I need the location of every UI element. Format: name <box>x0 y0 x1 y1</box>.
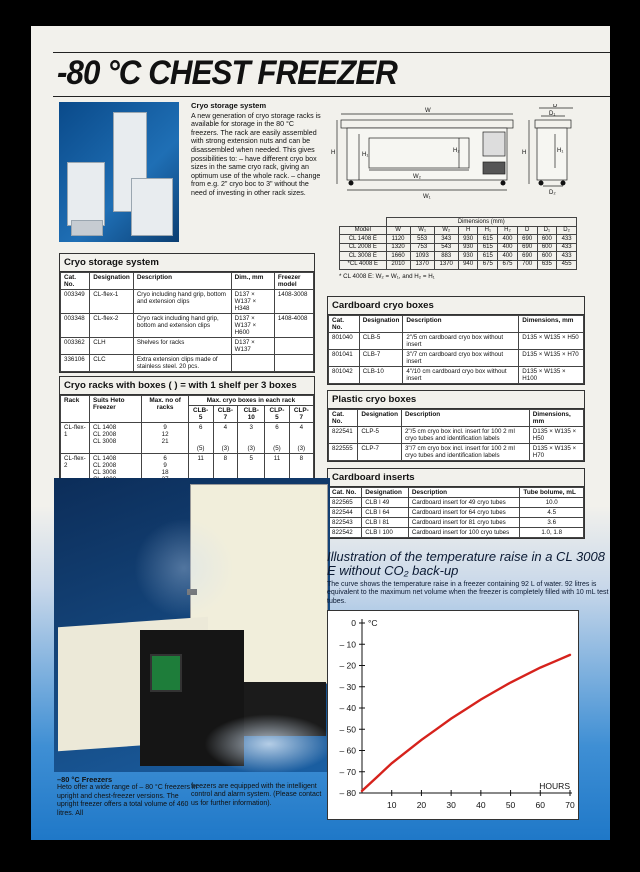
x-tick-label: 20 <box>416 800 427 810</box>
racks-cell-rack: CL-flex-2 <box>61 454 90 491</box>
dim-header: D <box>517 226 537 235</box>
racks-header-max: Max. no of racks <box>142 396 188 423</box>
racks-subheader: CLB-7 <box>213 406 238 423</box>
freezer-caption-heading: –80 °C Freezers <box>57 775 113 784</box>
y-tick-label: – 10 <box>339 639 356 650</box>
table-cell: CLB I 49 <box>362 498 409 508</box>
table-cell: 801042 <box>329 367 360 384</box>
table-cell: CLP-5 <box>358 427 402 444</box>
table-row <box>329 508 584 518</box>
table-cell: 336106 <box>61 355 90 372</box>
table-row <box>61 338 314 355</box>
racks-value-shelf: (3) <box>247 445 256 452</box>
table-header: Description <box>403 316 519 333</box>
dim-cell: 940 <box>458 260 478 269</box>
table-row <box>329 498 584 508</box>
y-tick-label: – 30 <box>339 681 356 692</box>
table-cell: D135 × W135 × H50 <box>529 427 583 444</box>
x-tick-label: 40 <box>476 800 486 810</box>
racks-cell-boxes <box>265 423 289 454</box>
dim-header: D₁ <box>537 226 557 235</box>
racks-value-main: 4 <box>299 424 304 431</box>
dim-header: Model <box>340 226 387 235</box>
racks-value-main: 6 <box>198 424 203 431</box>
table-cell: 10.0 <box>520 498 584 508</box>
dim-cell: 433 <box>557 243 577 252</box>
racks-cell-boxes <box>213 423 238 454</box>
dim-cell: 400 <box>498 235 518 244</box>
racks-subheader: CLP-5 <box>265 406 289 423</box>
intro-heading: Cryo storage system <box>191 101 267 110</box>
table-cell <box>231 355 274 372</box>
dim-cell: 2010 <box>386 260 410 269</box>
cardboard-boxes-table <box>328 315 584 384</box>
table-header: Cat. No. <box>61 273 90 290</box>
dim-label-w1: W₁ <box>423 194 431 200</box>
table-cell: Cardboard insert for 49 cryo tubes <box>408 498 520 508</box>
table-header: Dimensions, mm <box>519 316 584 333</box>
racks-value-shelf: (3) <box>297 445 306 452</box>
table-header: Cat. No. <box>329 316 360 333</box>
dimensions-table <box>339 217 577 270</box>
table-row <box>329 427 584 444</box>
dim-cell: 343 <box>434 235 458 244</box>
table-cell: 2"/5 cm cardboard cryo box without insert <box>403 333 519 350</box>
dim-cell: 615 <box>478 252 498 261</box>
table-cell: CLB-5 <box>359 333 403 350</box>
dim-cell: 675 <box>478 260 498 269</box>
table-cell: 4.5 <box>520 508 584 518</box>
racks-value-shelf: (5) <box>273 445 281 452</box>
table-cell: D135 × W135 × H70 <box>529 444 583 461</box>
table-cell: CL-flex-2 <box>90 314 134 338</box>
table-header: Designation <box>90 273 134 290</box>
racks-value-main: 11 <box>197 455 204 462</box>
racks-value-main: 11 <box>273 455 281 462</box>
dim-cell: 433 <box>557 235 577 244</box>
table-cell: 822543 <box>329 518 362 528</box>
intro-text-block <box>191 102 323 198</box>
x-tick-label: 50 <box>505 800 516 810</box>
dim-cell: CL 3008 E <box>340 252 387 261</box>
table-row <box>61 355 314 372</box>
racks-cell-boxes <box>188 423 213 454</box>
dim-cell: CL 2008 E <box>340 243 387 252</box>
dim-cell: 400 <box>498 243 518 252</box>
table-cell: 3.6 <box>520 518 584 528</box>
table-cell: 822541 <box>329 427 358 444</box>
table-header: Cat. No. <box>329 410 358 427</box>
cardboard-boxes-table-box <box>327 296 585 385</box>
top-rule <box>53 52 610 53</box>
y-tick-label: – 60 <box>339 745 356 756</box>
dim-cell: *CL 4008 E <box>340 260 387 269</box>
dim-label-w: W <box>425 108 431 114</box>
illustration-title: Illustration of the temperature raise in a CL 3008 E without CO₂ back-up <box>327 549 605 578</box>
dim-cell: 1370 <box>410 260 434 269</box>
rack-base-image <box>71 220 103 236</box>
table-cell: CLB-10 <box>359 367 403 384</box>
cryo-rack-photo <box>59 102 179 242</box>
dim-cell: 753 <box>410 243 434 252</box>
temperature-chart-box <box>327 610 579 820</box>
racks-value-main: 8 <box>299 455 304 462</box>
x-tick-label: 70 <box>565 800 575 810</box>
y-tick-label: – 70 <box>339 766 356 777</box>
dim-row <box>340 235 577 244</box>
table-header: Tube bolume, mL <box>520 488 584 498</box>
dim-cell: 883 <box>434 252 458 261</box>
x-tick-label: 60 <box>535 800 546 810</box>
racks-cell-max: 9 12 21 <box>142 423 188 454</box>
table-cell: 003362 <box>61 338 90 355</box>
freezer-caption <box>57 776 199 818</box>
dim-cell: 930 <box>458 235 478 244</box>
dimensions-note: * CL 4008 E: W₂ = W₁, and H₂ = H₁ <box>339 273 435 280</box>
table-cell: Cryo rack including hand grip, bottom and extension clips <box>133 314 231 338</box>
table-cell: CLH <box>90 338 134 355</box>
dim-cell: 615 <box>478 243 498 252</box>
short-rack-image <box>67 162 105 226</box>
dim-header: W₁ <box>410 226 434 235</box>
table-cell: CL-flex-1 <box>90 290 134 314</box>
table-row <box>329 333 584 350</box>
dim-cell: 690 <box>517 252 537 261</box>
freezer-caption-col2: freezers are equipped with the intelligent control and alarm system. (Please contact us for further information). <box>191 783 322 807</box>
temperature-curve <box>362 655 570 791</box>
table-cell: 801041 <box>329 350 360 367</box>
table-cell <box>274 355 313 372</box>
y-tick-label: – 50 <box>339 724 356 735</box>
y-tick-label: – 80 <box>339 788 356 798</box>
dim-cell: 1660 <box>386 252 410 261</box>
table-cell: D137 × W137 × H348 <box>231 290 274 314</box>
dim-cell: 553 <box>410 235 434 244</box>
dim-cell: 1093 <box>410 252 434 261</box>
dim-row <box>340 252 577 261</box>
table-header: Designation <box>359 316 403 333</box>
illustration-text: The curve shows the temperature raise in a freezer containing 92 L of water. 92 litres is equivalent to the maximum net volume when the freezer is completely filled with 10 mL test tubes. <box>327 581 609 605</box>
dim-header: D₂ <box>557 226 577 235</box>
table-row <box>61 290 314 314</box>
dim-cell: 690 <box>517 243 537 252</box>
dim-cell: 600 <box>537 243 557 252</box>
dim-cell: 1120 <box>386 235 410 244</box>
table-cell: D135 × W135 × H50 <box>519 333 584 350</box>
table-header: Dimensions, mm <box>529 410 583 427</box>
freezer-dimension-diagram <box>329 104 579 216</box>
table-cell: 822542 <box>329 528 362 538</box>
dim-row <box>340 243 577 252</box>
table-cell: Cardboard insert for 64 cryo tubes <box>408 508 520 518</box>
racks-cell-boxes <box>238 423 265 454</box>
dim-label-h-side: H <box>522 150 527 156</box>
racks-row <box>61 423 314 454</box>
cryo-racks-table-box <box>59 376 315 492</box>
table-cell <box>274 338 313 355</box>
racks-cell-max: 6 9 18 <box>142 454 188 491</box>
racks-value-main: 6 <box>275 424 279 431</box>
racks-value-main: 3 <box>249 424 253 431</box>
table-cell: Cardboard insert for 100 cryo tubes <box>408 528 520 538</box>
dim-header: H <box>458 226 478 235</box>
racks-cell-models: CL 1408 CL 2008 CL 3008 <box>89 454 141 491</box>
brochure-page <box>31 26 610 840</box>
dim-label-h1-side: H₁ <box>557 148 564 154</box>
table-row <box>329 528 584 538</box>
dim-cell: 455 <box>557 260 577 269</box>
dim-label-d2: D₂ <box>549 190 556 196</box>
table-row <box>329 367 584 384</box>
racks-subheader: CLB-10 <box>238 406 265 423</box>
table-header: Description <box>133 273 231 290</box>
racks-header-rack: Rack <box>61 396 90 423</box>
racks-subheader: CLP-7 <box>289 406 313 423</box>
box-rack-image <box>131 178 173 236</box>
table-header: Designation <box>362 488 409 498</box>
x-tick-label: 30 <box>446 800 456 810</box>
page-title: -80 °C CHEST FREEZER <box>57 54 397 92</box>
table-header: Designation <box>358 410 402 427</box>
dim-label-h2: H₂ <box>453 148 460 154</box>
dim-cell: 1320 <box>386 243 410 252</box>
table-header: Description <box>408 488 520 498</box>
table-cell: 822565 <box>329 498 362 508</box>
temperature-chart <box>328 611 578 819</box>
x-tick-label: 10 <box>386 800 397 810</box>
y-axis-label: °C <box>368 618 378 628</box>
racks-header-group: Max. cryo boxes in each rack <box>188 396 313 406</box>
dim-cell: 400 <box>498 252 518 261</box>
table-cell: 003349 <box>61 290 90 314</box>
dim-label-d1: D₁ <box>549 111 556 117</box>
table-cell: CLC <box>90 355 134 372</box>
table-row <box>329 444 584 461</box>
table-cell: 3"/7 cm cardboard cryo box without insert <box>403 350 519 367</box>
dim-cell: CL 1408 E <box>340 235 387 244</box>
inserts-title: Cardboard inserts <box>328 469 584 487</box>
dimensions-caption: Dimensions (mm) <box>386 218 576 227</box>
table-cell: Shelves for racks <box>133 338 231 355</box>
table-row <box>61 314 314 338</box>
racks-cell-boxes <box>289 423 313 454</box>
inserts-table <box>328 487 584 538</box>
table-cell: Extra extension clips made of stainless steel. 20 pcs. <box>133 355 231 372</box>
table-cell: CLP-7 <box>358 444 402 461</box>
racks-value-main: 8 <box>223 455 228 462</box>
cryo-racks-table <box>60 395 314 491</box>
dim-cell: 543 <box>434 243 458 252</box>
cryo-storage-table <box>60 272 314 372</box>
table-cell: 003348 <box>61 314 90 338</box>
dim-header: H₁ <box>478 226 498 235</box>
table-cell: 1408-4008 <box>274 314 313 338</box>
dim-cell: 433 <box>557 252 577 261</box>
table-cell: 1408-3008 <box>274 290 313 314</box>
table-cell: CLB-7 <box>359 350 403 367</box>
table-header: Dim., mm <box>231 273 274 290</box>
table-cell: D137 × W137 <box>231 338 274 355</box>
table-cell: 3"/7 cm cryo box incl. insert for 100 2 ml cryo tubes and identification labels <box>401 444 529 461</box>
dim-cell: 675 <box>498 260 518 269</box>
dim-cell: 930 <box>458 243 478 252</box>
cardboard-boxes-title: Cardboard cryo boxes <box>328 297 584 315</box>
dim-label-d: D <box>553 104 558 109</box>
cryo-storage-table-box <box>59 253 315 373</box>
racks-header-suits: Suits Heto Freezer <box>89 396 141 423</box>
cold-mist-image <box>204 714 330 772</box>
table-cell: 822555 <box>329 444 358 461</box>
y-tick-label: – 20 <box>339 660 356 671</box>
table-cell: Cryo including hand grip, bottom and extension clips <box>133 290 231 314</box>
table-cell: 801040 <box>329 333 360 350</box>
table-cell: CLB I 81 <box>362 518 409 528</box>
title-rule <box>53 96 610 97</box>
dim-label-h1: H₁ <box>362 152 369 158</box>
dim-cell: 690 <box>517 235 537 244</box>
dim-header: H₂ <box>498 226 518 235</box>
table-cell: CLB I 100 <box>362 528 409 538</box>
x-axis-label: HOURS <box>539 781 570 791</box>
y-tick-label: – 40 <box>339 703 356 713</box>
table-cell: 1.0, 1.8 <box>520 528 584 538</box>
table-cell: 4"/10 cm cardboard cryo box without insert <box>403 367 519 384</box>
table-cell: D135 × W135 × H70 <box>519 350 584 367</box>
cold-mist-image-2 <box>134 518 234 618</box>
inserts-table-box <box>327 468 585 539</box>
freezers-photo <box>54 478 330 772</box>
dim-cell: 600 <box>537 235 557 244</box>
racks-subheader: CLB-5 <box>188 406 213 423</box>
dim-cell: 635 <box>537 260 557 269</box>
intro-body: A new generation of cryo storage racks is available for storage in the 80 °C freezers. The rack are easily assembled with strong extension nuts and can be disassembled when needed. This gives possibilities to: – have different cryo box sizes in the same cryo rack, giving an optimum use of the whole rack. – change from e.g. 2" cryo boc to 3" without the need of investing in other rack sizes. <box>191 111 321 197</box>
table-header: Cat. No. <box>329 488 362 498</box>
table-header: Freezer model <box>274 273 313 290</box>
racks-value-shelf: (5) <box>196 445 205 452</box>
racks-value-main: 4 <box>223 424 228 431</box>
racks-value-main: 5 <box>249 455 253 462</box>
dim-cell: 600 <box>537 252 557 261</box>
racks-cell-rack: CL-flex-1 <box>61 423 90 454</box>
dim-cell: 615 <box>478 235 498 244</box>
table-cell: D137 × W137 × H600 <box>231 314 274 338</box>
plastic-boxes-table-box <box>327 390 585 462</box>
dim-cell: 930 <box>458 252 478 261</box>
table-cell: CLB I 64 <box>362 508 409 518</box>
dim-row <box>340 260 577 269</box>
table-header: Description <box>401 410 529 427</box>
dim-cell: 1370 <box>434 260 458 269</box>
table-cell: 2"/5 cm cryo box incl. insert for 100 2 ml cryo tubes and identification labels <box>401 427 529 444</box>
dim-header: W₂ <box>434 226 458 235</box>
dim-label-h: H <box>331 150 336 156</box>
racks-cell-models: CL 1408 CL 2008 CL 3008 <box>89 423 141 454</box>
plastic-boxes-title: Plastic cryo boxes <box>328 391 584 409</box>
plastic-boxes-table <box>328 409 584 461</box>
dim-cell: 700 <box>517 260 537 269</box>
freezer-caption-col1: Heto offer a wide range of – 80 °C freezers in upright and chest-freezer versions. The upright freezer offers a total volume of 460 litres. All <box>57 784 198 817</box>
racks-value-shelf: (3) <box>221 445 230 452</box>
table-row <box>329 350 584 367</box>
table-row <box>329 518 584 528</box>
cryo-storage-title: Cryo storage system <box>60 254 314 272</box>
y-tick-label: 0 <box>351 618 356 628</box>
table-cell: Cardboard insert for 81 cryo tubes <box>408 518 520 528</box>
cryo-racks-title: Cryo racks with boxes ( ) = with 1 shelf per 3 boxes <box>60 377 314 395</box>
table-cell: D135 × W135 × H100 <box>519 367 584 384</box>
dim-header: W <box>386 226 410 235</box>
table-cell: 822544 <box>329 508 362 518</box>
dim-label-w2: W₂ <box>413 174 421 180</box>
